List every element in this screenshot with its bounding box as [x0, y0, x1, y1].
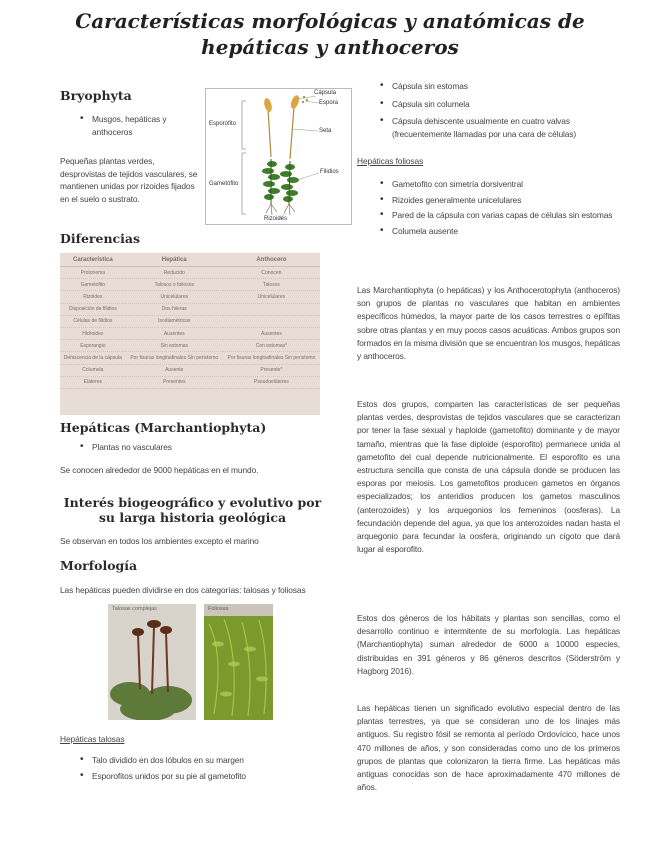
table-cell: Isodiamétricas [126, 315, 223, 327]
table-cell: Unicelulares [223, 291, 320, 303]
moss-diagram-illustration [206, 89, 351, 224]
list-item: • Columela ausente [380, 225, 620, 238]
table-cell: Con estomas* [223, 340, 320, 352]
comparison-table [60, 253, 320, 415]
morfologia-heading: Morfología [60, 558, 138, 573]
table-row [60, 303, 320, 315]
table-cell: Sin estomas [126, 340, 223, 352]
diagram-label-esporofito: Esporófito [209, 121, 237, 127]
table-cell: Pseudoeláteres [223, 376, 320, 388]
list-item: • Gametofito con simetría dorsiventral [380, 178, 620, 191]
table-header-row [60, 253, 320, 267]
list-item: • Talo dividido en dos lóbulos en su margen [80, 754, 320, 767]
hep-foliosas-list [380, 178, 620, 237]
differences-heading: Diferencias [60, 231, 141, 246]
paragraph-3: Estos dos géneros de los hábitats y plantas son sencillas, como el desarrollo continuo e intermitente de su morfología. Las hepáticas (Marchantiophyta) suman alrededor de 6000 a 10000 especies, distribuidas en 391 géneros y 86 géneros descritos (Söderström y Hagborg 2016). [357, 613, 620, 676]
liverwort-photos [108, 604, 273, 720]
table-cell: Células de filidios [60, 315, 126, 327]
photo-foliosas [204, 604, 273, 720]
table-row [60, 267, 320, 279]
paragraph-4: Las hepáticas tienen un significado evolutivo especial dentro de las plantas terrestres, ya que se consideran uno de los linajes más antiguos. Su registro fósil se remonta al período Ordovícico, hace unos 470 millones de años, y son consideradas como uno de los primeros grupos de plantas que colonizaron la tierra firme. Las hepáticas más antiguas conocidas son de hace aproximadamente 470 millones de años. [357, 703, 620, 793]
table-cell: Columela [60, 364, 126, 376]
photo-foliosas-image [204, 604, 273, 720]
paragraph-2: Estos dos grupos, comparten las características de ser pequeñas plantas verdes, desprovistas de tejidos vasculares que se caracterizan por tener la fase sexual y haploide (gametofito) dominante y de mayor tamaño, mientras que la fase diploide (esporofito) permanece unida al gametofito del cual depende nutricionalmente. El esporofito es una estructura sencilla que consta de una cápsula donde se producen las esporas por meiosis. Los gametofitos producen gametos en órganos especializados; los anteridios producen los gametos masculinos (anterozoides) y los arquegonios los femeninos (oosferas). La fecundación depende del agua, ya que los anterozoides nadan hasta el arquegonio para fecundar la oosfera, originando un cigoto que dará lugar al esporofito. [357, 399, 620, 555]
table-cell [223, 315, 320, 327]
diagram-label-seta: Seta [319, 128, 332, 134]
list-item: • Esporofitos unidos por su pie al gametofito [80, 770, 320, 783]
table-row [60, 327, 320, 339]
page-title: Características morfológicas y anatómicas de hepáticas y anthoceros [75, 9, 585, 59]
hepaticas-bullet: • Plantas no vasculares [80, 441, 300, 454]
list-item: • Cápsula dehiscente usualmente en cuatro valvas (frecuentemente llamadas por una cara de células) [380, 115, 620, 140]
list-item: • Cápsula sin estomas [380, 80, 620, 93]
hepaticas-text: Se conocen alrededor de 9000 hepáticas en el mundo. [60, 465, 259, 475]
list-item: • Rizoides generalmente unicelulares [380, 194, 620, 207]
hep-talosas-list [80, 754, 320, 782]
table-row [60, 352, 320, 364]
morfologia-text: Las hepáticas pueden dividirse en dos categorías: talosas y foliosas [60, 585, 306, 595]
hepaticas-heading: Hepáticas (Marchantiophyta) [60, 420, 267, 435]
right-top-list [380, 80, 620, 140]
table-cell: Dos hileras [126, 303, 223, 315]
diagram-label-gametofito: Gametófito [209, 181, 239, 187]
table-cell: Por fisuras longitudinales Sin peristomo [223, 352, 320, 364]
paragraph-1: Las Marchantiophyta (o hepáticas) y los Anthocerotophyta (anthoceros) son grupos de plantas no vasculares que habitan en ambientes específicos húmedos, la mayor parte de los casos terrestres o epífitas sobre otras plantas y en muy pocos casos acuáticas. Ambos grupos son formados en la misma división que se encuentran los musgos, hepáticas y anthoceros. [357, 285, 620, 362]
table-row [60, 364, 320, 376]
bryophyta-list [80, 113, 195, 138]
table-cell: Eláteres [60, 376, 126, 388]
table-cell: Talosos o foliosos [126, 279, 223, 291]
table-cell: Rizoides [60, 291, 126, 303]
photo-caption-foliosas: Foliosas [208, 606, 229, 612]
table-header: Anthocero [223, 253, 320, 267]
photo-caption-talosas: Talosas complejas [112, 606, 157, 612]
table-cell: Dehiscencia de la cápsula [60, 352, 126, 364]
diagram-label-capsula: Cápsula [314, 90, 337, 96]
diagram-label-filidios: Filidios [320, 169, 339, 175]
interest-text: Se observan en todos los ambientes excepto el marino [60, 536, 259, 546]
table-row [60, 291, 320, 303]
bryophyta-bullet: • Musgos, hepáticas y anthoceros [80, 113, 195, 138]
list-item: • Pared de la cápsula con varias capas de células sin estomas [380, 209, 620, 222]
table-cell: Disposición de filidios [60, 303, 126, 315]
photo-talosas [108, 604, 196, 720]
table-cell: Ausente [126, 364, 223, 376]
table-cell: Conocen [223, 267, 320, 279]
table-cell: Presente* [223, 364, 320, 376]
list-item: • Cápsula sin columela [380, 98, 620, 111]
table-cell: Hidroides [60, 327, 126, 339]
table-header: Hepática [126, 253, 223, 267]
table-cell: Gametofito [60, 279, 126, 291]
bryophyta-heading: Bryophyta [60, 88, 132, 103]
diagram-label-rizoides: Rizoides [264, 216, 288, 222]
table-cell: Talosos [223, 279, 320, 291]
table-row [60, 376, 320, 388]
table-row [60, 279, 320, 291]
table-cell: Reducido [126, 267, 223, 279]
table-cell: Esporangio [60, 340, 126, 352]
table-cell: Unicelulares [126, 291, 223, 303]
table-cell: Protonema [60, 267, 126, 279]
interest-heading: Interés biogeográfico y evolutivo por su larga historia geológica [63, 495, 322, 525]
diagram-label-espora: Espora [319, 100, 339, 106]
table-cell: Presentes [126, 376, 223, 388]
table-cell: Ausentes [126, 327, 223, 339]
hep-foliosas-heading: Hepáticas foliosas [357, 156, 424, 166]
table-header: Característica [60, 253, 126, 267]
table-cell [223, 303, 320, 315]
hepaticas-list [80, 441, 300, 454]
moss-diagram [205, 88, 352, 225]
bryophyta-text: Pequeñas plantas verdes, desprovistas de tejidos vasculares, se mantienen unidas por rizoides fijados en el suelo o sustrato. [60, 156, 198, 204]
table-row [60, 315, 320, 327]
table-cell: Por fisuras longitudinales Sin peristomo [126, 352, 223, 364]
hep-talosas-heading: Hepáticas talosas [60, 734, 125, 744]
table-cell: Ausentes [223, 327, 320, 339]
table-row [60, 340, 320, 352]
photo-talosas-image [108, 604, 196, 720]
